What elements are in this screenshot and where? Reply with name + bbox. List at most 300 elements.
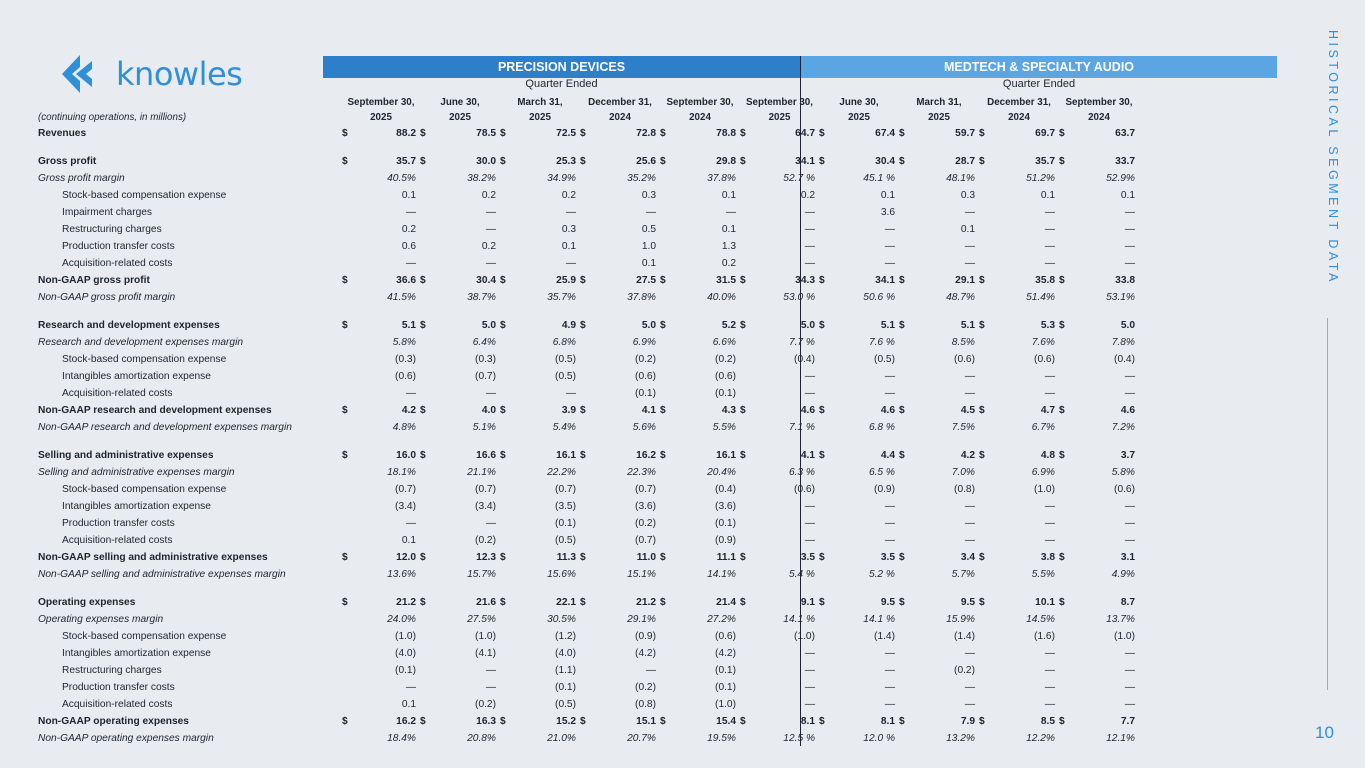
table-cell: 4.3 — [721, 405, 736, 416]
table-cell: — — [804, 682, 815, 693]
table-cell: 78.5 — [476, 128, 496, 139]
dollar-sign — [979, 679, 995, 696]
table-cell: 16.2 — [636, 450, 656, 461]
table-cell: (3.5) — [555, 501, 576, 512]
dollar-sign — [342, 679, 358, 696]
table-row — [38, 238, 1139, 255]
dollar-sign — [740, 498, 756, 515]
table-cell: (0.2) — [635, 518, 656, 529]
table-cell: — — [964, 682, 975, 693]
table-cell: 6.9% — [1031, 467, 1055, 478]
table-cell: 5.4 % — [788, 569, 815, 580]
table-cell: — — [964, 371, 975, 382]
table-cell: 5.0 — [800, 320, 815, 331]
dollar-sign: $ — [580, 552, 586, 563]
table-cell: 52.7 % — [783, 173, 815, 184]
table-cell: — — [565, 388, 576, 399]
table-row — [38, 125, 1139, 142]
table-cell: 69.7 — [1035, 128, 1055, 139]
table-cell: (0.6) — [794, 484, 815, 495]
table-cell: (0.7) — [635, 484, 656, 495]
table-cell: 12.1% — [1106, 733, 1135, 744]
dollar-sign — [500, 187, 516, 204]
table-cell: 16.1 — [556, 450, 576, 461]
dollar-sign — [979, 334, 995, 351]
dollar-sign — [740, 566, 756, 583]
table-cell: 5.8% — [1111, 467, 1135, 478]
dollar-sign — [979, 419, 995, 436]
dollar-sign: $ — [500, 405, 506, 416]
dollar-sign: $ — [979, 320, 985, 331]
dollar-sign: $ — [819, 450, 825, 461]
dollar-sign: $ — [1059, 275, 1065, 286]
table-cell: 22.1 — [556, 597, 576, 608]
table-cell: 52.9% — [1106, 173, 1135, 184]
dollar-sign — [660, 385, 676, 402]
dollar-sign: $ — [660, 597, 666, 608]
dollar-sign — [899, 628, 915, 645]
dollar-sign — [1059, 255, 1075, 272]
table-cell: — — [405, 258, 416, 269]
spacer-row — [38, 583, 1139, 594]
table-cell: 3.1 — [1120, 552, 1135, 563]
period-header: September 30, — [666, 97, 734, 108]
table-cell: 14.5% — [1026, 614, 1055, 625]
table-cell: 6.8% — [552, 337, 576, 348]
table-row — [38, 255, 1139, 272]
table-cell: — — [485, 518, 496, 529]
table-cell: (0.2) — [635, 682, 656, 693]
dollar-sign — [342, 351, 358, 368]
table-cell: (0.5) — [555, 354, 576, 365]
dollar-sign — [500, 679, 516, 696]
dollar-sign — [580, 498, 596, 515]
dollar-sign — [500, 334, 516, 351]
table-row — [38, 498, 1139, 515]
dollar-sign — [899, 611, 915, 628]
table-cell: 24.0% — [387, 614, 416, 625]
table-cell: (0.9) — [715, 535, 736, 546]
dollar-sign — [899, 385, 915, 402]
row-label: Revenues — [38, 128, 87, 139]
table-row — [38, 402, 1139, 419]
table-row — [38, 170, 1139, 187]
table-cell: — — [884, 501, 895, 512]
dollar-sign: $ — [420, 405, 426, 416]
table-cell: — — [1124, 648, 1135, 659]
table-cell: (0.6) — [635, 371, 656, 382]
table-cell: 14.1 % — [783, 614, 815, 625]
table-row — [38, 730, 1139, 747]
dollar-sign — [420, 464, 436, 481]
row-label: Production transfer costs — [62, 518, 175, 529]
dollar-sign — [342, 368, 358, 385]
dollar-sign: $ — [580, 275, 586, 286]
dollar-sign — [979, 532, 995, 549]
dollar-sign — [660, 645, 676, 662]
row-label: Stock-based compensation expense — [62, 354, 227, 365]
period-header: December 31, — [987, 97, 1051, 108]
table-cell: 0.2 — [481, 241, 496, 252]
table-cell: 12.0 % — [863, 733, 895, 744]
table-cell: 0.2 — [800, 190, 815, 201]
dollar-sign — [500, 515, 516, 532]
dollar-sign: $ — [500, 597, 506, 608]
dollar-sign — [420, 351, 436, 368]
dollar-sign — [660, 187, 676, 204]
table-row — [38, 317, 1139, 334]
period-year: 2024 — [1008, 112, 1030, 123]
table-cell: 0.1 — [960, 224, 975, 235]
table-cell: 12.0 — [396, 552, 416, 563]
table-cell: 6.6% — [712, 337, 736, 348]
table-cell: 5.1 — [880, 320, 895, 331]
dollar-sign — [740, 419, 756, 436]
spacer-cell — [38, 436, 1139, 447]
period-year: 2025 — [370, 112, 392, 123]
table-cell: — — [804, 371, 815, 382]
dollar-sign — [740, 368, 756, 385]
table-cell: — — [804, 241, 815, 252]
dollar-sign — [819, 385, 835, 402]
table-cell: 18.4% — [387, 733, 416, 744]
row-label: Restructuring charges — [62, 224, 162, 235]
period-header: June 30, — [839, 97, 879, 108]
table-cell: 15.1% — [627, 569, 656, 580]
table-cell: 72.8 — [636, 128, 656, 139]
table-cell: 25.6 — [636, 156, 656, 167]
dollar-sign — [342, 221, 358, 238]
dollar-sign — [420, 628, 436, 645]
row-label: Intangibles amortization expense — [62, 648, 211, 659]
row-label: Non-GAAP gross profit margin — [38, 292, 176, 303]
table-cell: 37.8% — [707, 173, 736, 184]
dollar-sign — [500, 730, 516, 747]
table-cell: 0.3 — [561, 224, 576, 235]
dollar-sign — [500, 662, 516, 679]
table-cell: 41.5% — [387, 292, 416, 303]
row-label: Selling and administrative expenses margin — [38, 467, 235, 478]
table-row — [38, 713, 1139, 730]
dollar-sign — [740, 334, 756, 351]
dollar-sign — [500, 351, 516, 368]
row-label: Selling and administrative expenses — [38, 450, 214, 461]
row-label: Stock-based compensation expense — [62, 484, 227, 495]
dollar-sign — [1059, 498, 1075, 515]
table-row — [38, 289, 1139, 306]
dollar-sign: $ — [420, 552, 426, 563]
table-cell: (0.1) — [555, 682, 576, 693]
dollar-sign — [899, 515, 915, 532]
dollar-sign — [660, 255, 676, 272]
dollar-sign: $ — [342, 320, 348, 331]
table-cell: 36.6 — [396, 275, 416, 286]
table-cell: — — [964, 388, 975, 399]
dollar-sign — [420, 187, 436, 204]
dollar-sign — [740, 221, 756, 238]
table-cell: 20.4% — [707, 467, 736, 478]
dollar-sign — [740, 238, 756, 255]
table-cell: (4.2) — [635, 648, 656, 659]
dollar-sign — [580, 662, 596, 679]
table-cell: (0.6) — [715, 631, 736, 642]
dollar-sign — [420, 221, 436, 238]
dollar-sign — [979, 498, 995, 515]
dollar-sign: $ — [1059, 156, 1065, 167]
dollar-sign — [660, 679, 676, 696]
table-cell: 35.7 — [396, 156, 416, 167]
dollar-sign — [420, 662, 436, 679]
dollar-sign: $ — [740, 552, 746, 563]
dollar-sign: $ — [1059, 128, 1065, 139]
dollar-sign — [819, 611, 835, 628]
dollar-sign — [819, 645, 835, 662]
dollar-sign: $ — [342, 405, 348, 416]
table-cell: 5.5% — [712, 422, 736, 433]
dollar-sign — [819, 464, 835, 481]
table-cell: (0.1) — [635, 388, 656, 399]
dollar-sign — [740, 170, 756, 187]
table-cell: 53.0 % — [783, 292, 815, 303]
dollar-sign — [979, 238, 995, 255]
dollar-sign — [740, 532, 756, 549]
table-cell: 6.5 % — [868, 467, 895, 478]
table-cell: — — [485, 682, 496, 693]
dollar-sign — [1059, 368, 1075, 385]
table-cell: 15.2 — [556, 716, 576, 727]
row-label: Non-GAAP selling and administrative expenses — [38, 552, 268, 563]
dollar-sign: $ — [979, 450, 985, 461]
dollar-sign — [580, 368, 596, 385]
dollar-sign — [1059, 221, 1075, 238]
table-cell: 64.7 — [795, 128, 815, 139]
dollar-sign — [342, 204, 358, 221]
dollar-sign — [740, 611, 756, 628]
table-cell: — — [964, 501, 975, 512]
table-cell: — — [804, 665, 815, 676]
table-cell: 11.0 — [636, 552, 656, 563]
dollar-sign — [580, 515, 596, 532]
table-cell: — — [1124, 388, 1135, 399]
table-cell: 25.9 — [556, 275, 576, 286]
table-cell: 5.0 — [1120, 320, 1135, 331]
quarter-ended-label: Quarter Ended — [1002, 78, 1076, 90]
dollar-sign — [660, 221, 676, 238]
table-cell: — — [804, 699, 815, 710]
table-cell: 67.4 — [875, 128, 895, 139]
dollar-sign: $ — [819, 552, 825, 563]
dollar-sign — [580, 419, 596, 436]
dollar-sign — [580, 696, 596, 713]
table-cell: (0.4) — [794, 354, 815, 365]
table-cell: 3.9 — [561, 405, 576, 416]
table-cell: 3.7 — [1120, 450, 1135, 461]
table-cell: 7.2% — [1111, 422, 1135, 433]
table-cell: 53.1% — [1106, 292, 1135, 303]
dollar-sign — [342, 515, 358, 532]
dollar-sign: $ — [342, 716, 348, 727]
dollar-sign — [660, 481, 676, 498]
dollar-sign: $ — [899, 597, 905, 608]
table-row — [38, 153, 1139, 170]
dollar-sign — [819, 289, 835, 306]
dollar-sign — [420, 730, 436, 747]
dollar-sign — [979, 464, 995, 481]
table-cell: 45.1 % — [863, 173, 895, 184]
dollar-sign: $ — [342, 597, 348, 608]
table-row — [38, 447, 1139, 464]
table-cell: 5.6% — [632, 422, 656, 433]
table-cell: 3.4 — [960, 552, 975, 563]
table-cell: 4.7 — [1040, 405, 1055, 416]
table-cell: — — [804, 501, 815, 512]
table-cell: 12.5 % — [783, 733, 815, 744]
spacer-row — [38, 142, 1139, 153]
table-header-row — [38, 95, 1139, 110]
table-cell: 0.3 — [960, 190, 975, 201]
dollar-sign — [660, 566, 676, 583]
table-cell: (0.8) — [954, 484, 975, 495]
dollar-sign — [979, 368, 995, 385]
table-cell: — — [1044, 388, 1055, 399]
dollar-sign: $ — [1059, 320, 1065, 331]
table-cell: (0.9) — [874, 484, 895, 495]
dollar-sign — [979, 255, 995, 272]
table-cell: 29.1 — [955, 275, 975, 286]
table-cell: 22.2% — [547, 467, 576, 478]
table-cell: 13.6% — [387, 569, 416, 580]
table-cell: 34.1 — [795, 156, 815, 167]
table-row — [38, 385, 1139, 402]
table-row — [38, 628, 1139, 645]
table-cell: 21.0% — [547, 733, 576, 744]
dollar-sign — [899, 532, 915, 549]
dollar-sign: $ — [342, 128, 348, 139]
table-row — [38, 515, 1139, 532]
dollar-sign — [420, 611, 436, 628]
table-row — [38, 221, 1139, 238]
dollar-sign — [420, 170, 436, 187]
dollar-sign — [420, 645, 436, 662]
dollar-sign — [500, 566, 516, 583]
row-label: Non-GAAP selling and administrative expenses margin — [38, 569, 286, 580]
dollar-sign — [819, 368, 835, 385]
dollar-sign: $ — [1059, 405, 1065, 416]
dollar-sign — [819, 532, 835, 549]
dollar-sign — [580, 187, 596, 204]
table-cell: 30.4 — [476, 275, 496, 286]
dollar-sign — [819, 628, 835, 645]
spacer-cell — [38, 142, 1139, 153]
row-label: Non-GAAP operating expenses — [38, 716, 189, 727]
table-cell: — — [405, 207, 416, 218]
dollar-sign — [740, 204, 756, 221]
dollar-sign — [500, 289, 516, 306]
table-cell: 63.7 — [1115, 128, 1135, 139]
logo-wordmark: knowles — [116, 55, 243, 93]
table-cell: 7.7 % — [788, 337, 815, 348]
dollar-sign: $ — [1059, 716, 1065, 727]
table-cell: 27.5 — [636, 275, 656, 286]
table-cell: (1.4) — [954, 631, 975, 642]
table-cell: 4.6 — [800, 405, 815, 416]
table-cell: — — [804, 224, 815, 235]
dollar-sign — [899, 238, 915, 255]
dollar-sign — [580, 730, 596, 747]
table-cell: 50.6 % — [863, 292, 895, 303]
dollar-sign — [1059, 679, 1075, 696]
table-cell: 0.1 — [1120, 190, 1135, 201]
dollar-sign — [740, 662, 756, 679]
table-cell: 4.4 — [880, 450, 895, 461]
dollar-sign — [580, 628, 596, 645]
table-cell: 16.3 — [476, 716, 496, 727]
period-header: September 30, — [1065, 97, 1133, 108]
table-cell: 25.3 — [556, 156, 576, 167]
dollar-sign: $ — [500, 450, 506, 461]
dollar-sign — [420, 481, 436, 498]
dollar-sign — [342, 481, 358, 498]
table-cell: — — [1044, 501, 1055, 512]
row-label: Production transfer costs — [62, 682, 175, 693]
table-cell: 4.0 — [481, 405, 496, 416]
table-row — [38, 594, 1139, 611]
dollar-sign — [660, 170, 676, 187]
dollar-sign — [1059, 238, 1075, 255]
table-cell: 37.8% — [627, 292, 656, 303]
dollar-sign — [740, 255, 756, 272]
table-row — [38, 464, 1139, 481]
dollar-sign — [342, 238, 358, 255]
side-divider — [1327, 318, 1328, 690]
table-cell: 8.1 — [880, 716, 895, 727]
dollar-sign — [580, 255, 596, 272]
dollar-sign — [500, 645, 516, 662]
table-cell: — — [1124, 224, 1135, 235]
dollar-sign — [819, 255, 835, 272]
dollar-sign — [420, 515, 436, 532]
units-label: (continuing operations, in millions) — [38, 112, 187, 123]
table-cell: 34.3 — [795, 275, 815, 286]
table-cell: — — [1124, 371, 1135, 382]
dollar-sign — [342, 385, 358, 402]
table-cell: 4.8% — [392, 422, 416, 433]
table-cell: 8.7 — [1120, 597, 1135, 608]
table-cell: — — [645, 665, 656, 676]
dollar-sign — [420, 289, 436, 306]
table-row — [38, 419, 1139, 436]
table-cell: 4.2 — [401, 405, 416, 416]
table-row — [38, 351, 1139, 368]
dollar-sign — [500, 204, 516, 221]
dollar-sign — [1059, 730, 1075, 747]
table-cell: (0.7) — [555, 484, 576, 495]
table-cell: 0.1 — [721, 224, 736, 235]
financial-table — [38, 95, 1139, 747]
table-cell: 4.9 — [561, 320, 576, 331]
table-cell: (3.6) — [635, 501, 656, 512]
table-cell: — — [804, 388, 815, 399]
dollar-sign — [1059, 566, 1075, 583]
table-cell: 5.1 — [960, 320, 975, 331]
table-cell: — — [964, 648, 975, 659]
table-cell: (1.1) — [555, 665, 576, 676]
table-cell: — — [1124, 207, 1135, 218]
dollar-sign: $ — [500, 716, 506, 727]
table-cell: 4.1 — [641, 405, 656, 416]
table-cell: 0.6 — [401, 241, 416, 252]
dollar-sign — [740, 481, 756, 498]
